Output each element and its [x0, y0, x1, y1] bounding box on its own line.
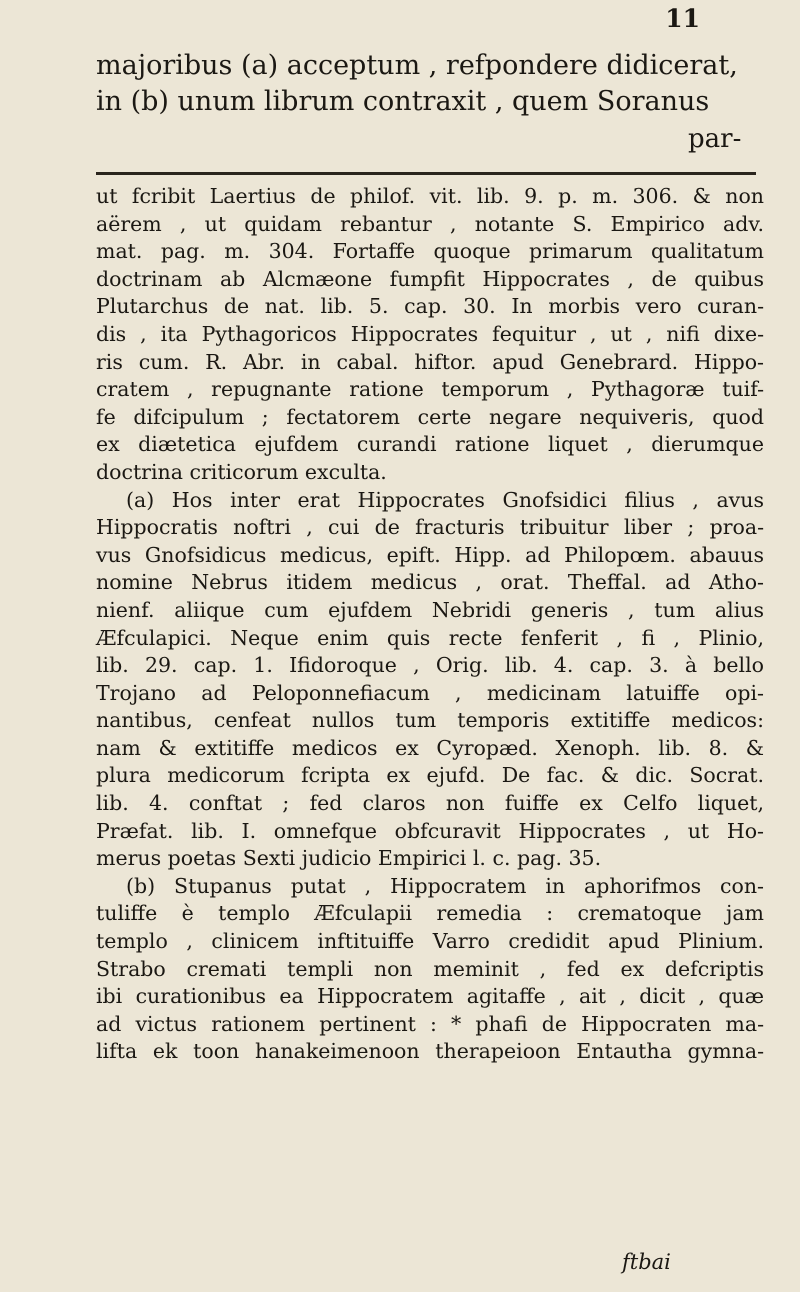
main-text	[96, 48, 766, 120]
note-line: ibi curationibus ea Hippocratem agitaffe , ait , dicit , quæ	[96, 984, 764, 1009]
note-line: (a) Hos inter erat Hippocrates Gnofsidici filius , avus	[126, 487, 764, 512]
note-line: doctrina criticorum exculta.	[96, 459, 387, 484]
note-line: fe difcipulum ; fectatorem certe negare nequiveris, quod	[96, 404, 764, 429]
note-line: ad victus rationem pertinent : * phafi de Hippocraten ma-	[96, 1011, 764, 1036]
note-line: Strabo cremati templi non meminit , fed ex defcriptis	[96, 956, 764, 981]
note-line: doctrinam ab Alcmæone fumpfit Hippocrates , de quibus	[96, 266, 764, 291]
note-line: nam & extitiffe medicos ex Cyropæd. Xenoph. lib. 8. &	[96, 735, 764, 760]
note-line: vus Gnofsidicus medicus, epift. Hipp. ad Philopœm. abauus	[96, 542, 764, 567]
note-line: ex diætetica ejufdem curandi ratione liquet , dierumque	[96, 432, 764, 457]
note-line: templo , clinicem inftituiffe Varro credidit apud Plinium.	[96, 929, 764, 954]
note-line: Hippocratis noftri , cui de fracturis tribuitur liber ; proa-	[96, 515, 764, 540]
note-line: nienf. aliique cum ejufdem Nebridi generis , tum alius	[96, 597, 764, 622]
note-line: Plutarchus de nat. lib. 5. cap. 30. In morbis vero curan-	[96, 294, 764, 319]
note-line: ut fcribit Laertius de philof. vit. lib. 9. p. m. 306. & non	[96, 184, 764, 208]
note-line: lib. 4. conftat ; fed claros non fuiffe ex Celfo liquet,	[96, 791, 764, 816]
page-number: 11	[665, 4, 700, 33]
note-line: Æfculapici. Neque enim quis recte fenferit , fi , Plinio,	[96, 625, 764, 650]
note-line: aërem , ut quidam rebantur , notante S. Empirico adv.	[96, 211, 764, 236]
catchword-bottom: ftbai	[622, 1250, 671, 1274]
main-line: majoribus (a) acceptum , refpondere didicerat,	[96, 50, 738, 81]
note-line: cratem , repugnante ratione temporum , Pythagoræ tuif-	[96, 377, 764, 402]
catchword-top: par-	[688, 124, 742, 154]
note-line: Præfat. lib. I. omnefque obfcuravit Hippocrates , ut Ho-	[96, 818, 764, 843]
note-line: tuliffe è templo Æfculapii remedia : crematoque jam	[96, 901, 764, 926]
note-line: Trojano ad Peloponnefiacum , medicinam latuiffe opi-	[96, 680, 764, 705]
main-line: in (b) unum librum contraxit , quem Soranus	[96, 86, 710, 117]
footnotes	[96, 183, 764, 1066]
note-line: merus poetas Sexti judicio Empirici l. c. pag. 35.	[96, 846, 602, 871]
note-line: lib. 29. cap. 1. Ifidoroque , Orig. lib. 4. cap. 3. à bello	[96, 653, 764, 678]
note-line: mat. pag. m. 304. Fortaffe quoque primarum qualitatum	[96, 239, 764, 264]
note-line: lifta ek toon hanakeimenoon therapeioon Entautha gymna-	[96, 1039, 764, 1064]
separator-rule	[96, 172, 756, 175]
note-line: (b) Stupanus putat , Hippocratem in aphorifmos con-	[126, 873, 764, 898]
note-line: dis , ita Pythagoricos Hippocrates fequitur , ut , nifi dixe-	[96, 321, 764, 346]
note-line: nomine Nebrus itidem medicus , orat. Theffal. ad Atho-	[96, 570, 764, 595]
note-line: ris cum. R. Abr. in cabal. hiftor. apud Genebrard. Hippo-	[96, 349, 764, 374]
note-line: nantibus, cenfeat nullos tum temporis extitiffe medicos:	[96, 708, 764, 733]
note-line: plura medicorum fcripta ex ejufd. De fac. & dic. Socrat.	[96, 763, 764, 788]
